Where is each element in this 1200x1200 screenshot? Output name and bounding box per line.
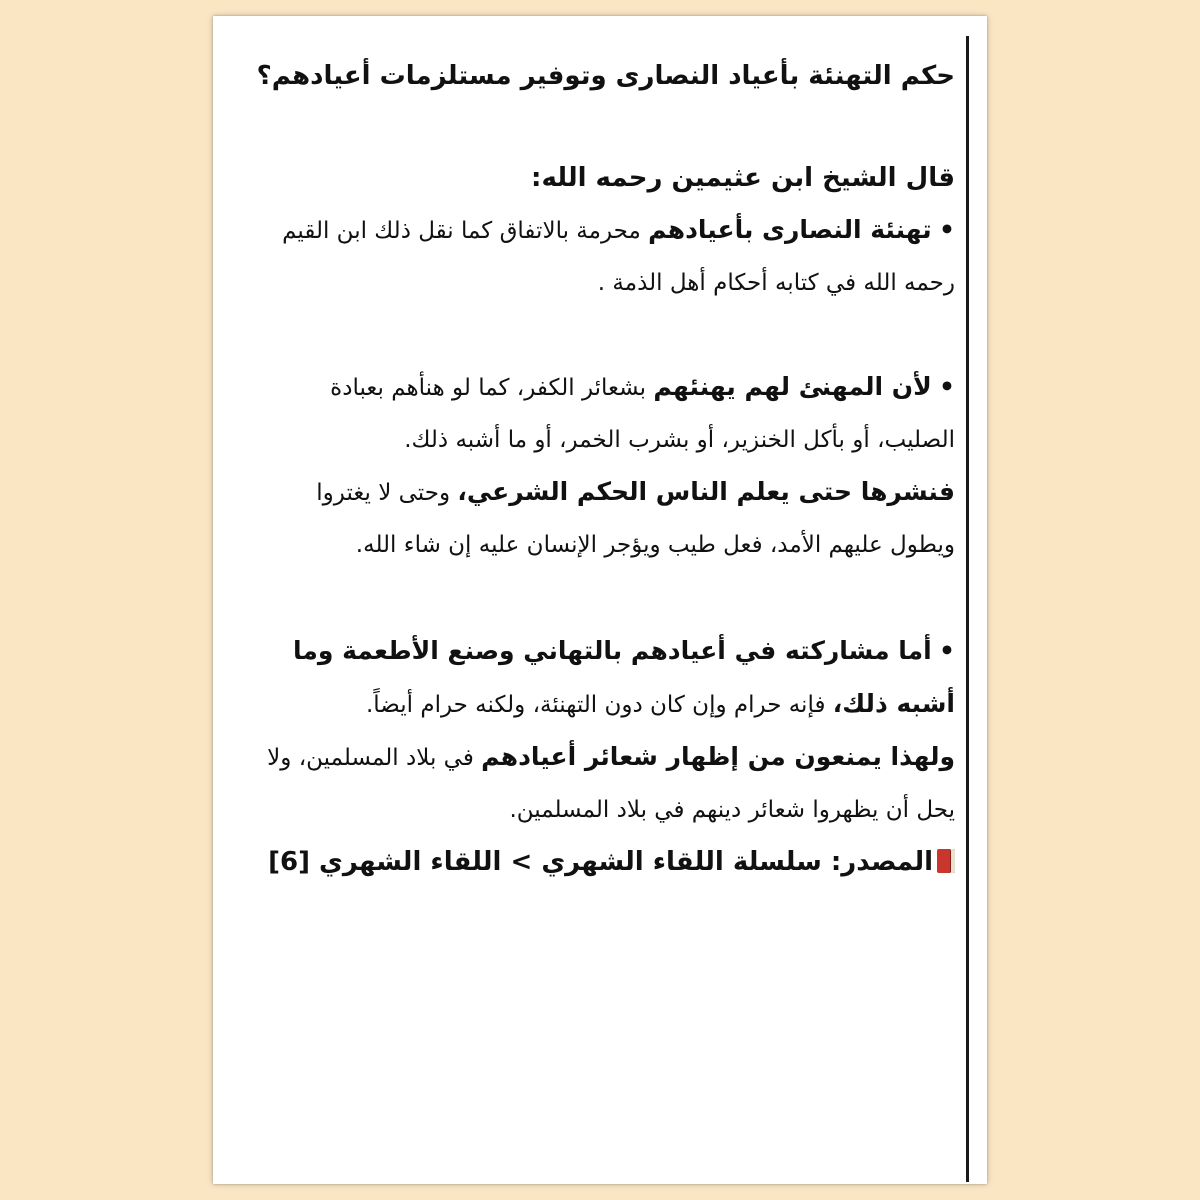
bullet: • [939,636,955,665]
paragraph-3 [249,466,955,571]
paragraph-5 [249,731,955,836]
paragraph-5-text: في بلاد المسلمين، ولا يحل أن يظهروا شعائر دينهم في بلاد المسلمين. [267,745,955,823]
paragraph-2-text: بشعائر الكفر، كما لو هنأهم بعبادة الصليب، أو بأكل الخنزير، أو بشرب الخمر، أو ما أشبه ذلك. [330,375,955,453]
source-line [249,836,955,888]
paragraph-1-bold: تهنئة النصارى بأعيادهم [648,215,932,244]
document-page [213,16,987,1184]
paragraph-2 [249,361,955,466]
source-text: المصدر: سلسلة اللقاء الشهري > اللقاء الشهري [6] [268,847,933,877]
paragraph-1-text: محرمة بالاتفاق كما نقل ذلك ابن القيم رحمه الله في كتابه أحكام أهل الذمة . [282,218,955,296]
paragraph-3-bold: فنشرها حتى يعلم الناس الحكم الشرعي، [457,477,955,506]
document-content [249,50,955,888]
book-icon [937,849,955,873]
paragraph-4 [249,625,955,731]
bullet: • [939,215,955,244]
paragraph-2-bold: لأن المهنئ لهم يهنئهم [653,372,932,401]
vertical-divider [966,36,969,1182]
bullet: • [939,372,955,401]
paragraph-3-text: وحتى لا يغتروا ويطول عليهم الأمد، فعل طيب ويؤجر الإنسان عليه إن شاء الله. [316,480,955,558]
document-title: حكم التهنئة بأعياد النصارى وتوفير مستلزمات أعيادهم؟ [256,61,955,91]
paragraph-1 [249,204,955,309]
intro-line: قال الشيخ ابن عثيمين رحمه الله: [531,163,955,193]
paragraph-4-bold: أما مشاركته في أعيادهم بالتهاني وصنع الأطعمة وما أشبه ذلك، [292,636,955,718]
paragraph-4-text: فإنه حرام وإن كان دون التهنئة، ولكنه حرام أيضاً. [365,692,826,718]
paragraph-5-bold: ولهذا يمنعون من إظهار شعائر أعيادهم [481,742,955,771]
